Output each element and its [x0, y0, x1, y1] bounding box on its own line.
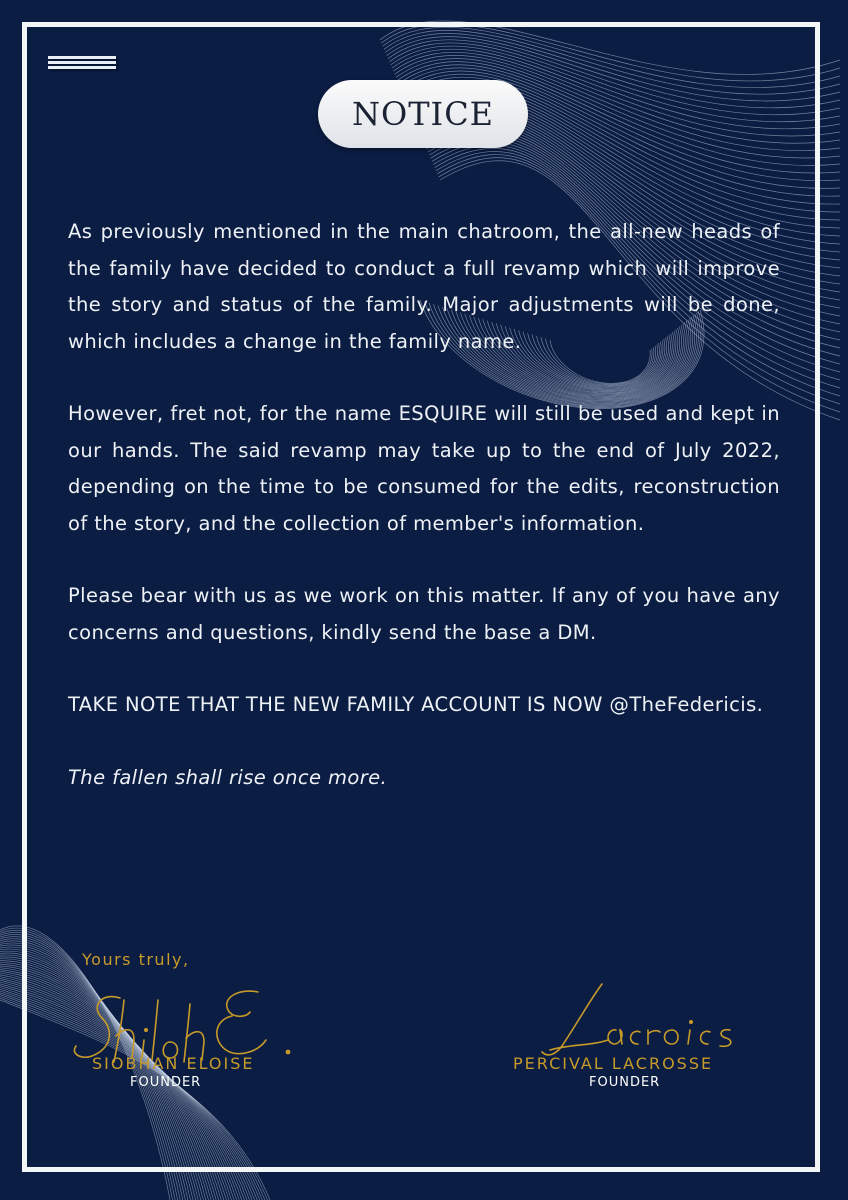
paragraph-concerns: Please bear with us as we work on this matter. If any of you have any concerns and questions, kindly send the base a DM. — [68, 584, 780, 644]
notice-title-badge — [318, 80, 528, 148]
paragraph-esquire: However, fret not, for the name ESQUIRE will still be used and kept in our hands. The said revamp may take up to the end of July 2022, depending on the time to be consumed for the edits, reconstruction of the story, and the collection of member's information. — [68, 402, 780, 535]
founder-name-right: PERCIVAL LACROSSE — [513, 1054, 714, 1073]
paragraph-revamp: As previously mentioned in the main chatroom, the all-new heads of the family have decided to conduct a full revamp which will improve the story and status of the family. Major adjustments will be done, which includes a change in the family name. — [68, 220, 780, 353]
notice-body — [68, 214, 780, 796]
founder-name-left: SIOBHAN ELOISE — [92, 1054, 255, 1073]
sign-off: Yours truly, — [82, 950, 190, 969]
founder-title-left: FOUNDER — [130, 1075, 202, 1090]
paragraph-new-account: TAKE NOTE THAT THE NEW FAMILY ACCOUNT IS NOW @TheFedericis. — [68, 693, 764, 716]
menu-bars-icon — [48, 56, 116, 74]
closing-quote: The fallen shall rise once more. — [68, 765, 388, 789]
founder-title-right: FOUNDER — [589, 1075, 661, 1090]
page-title: NOTICE — [351, 95, 495, 133]
